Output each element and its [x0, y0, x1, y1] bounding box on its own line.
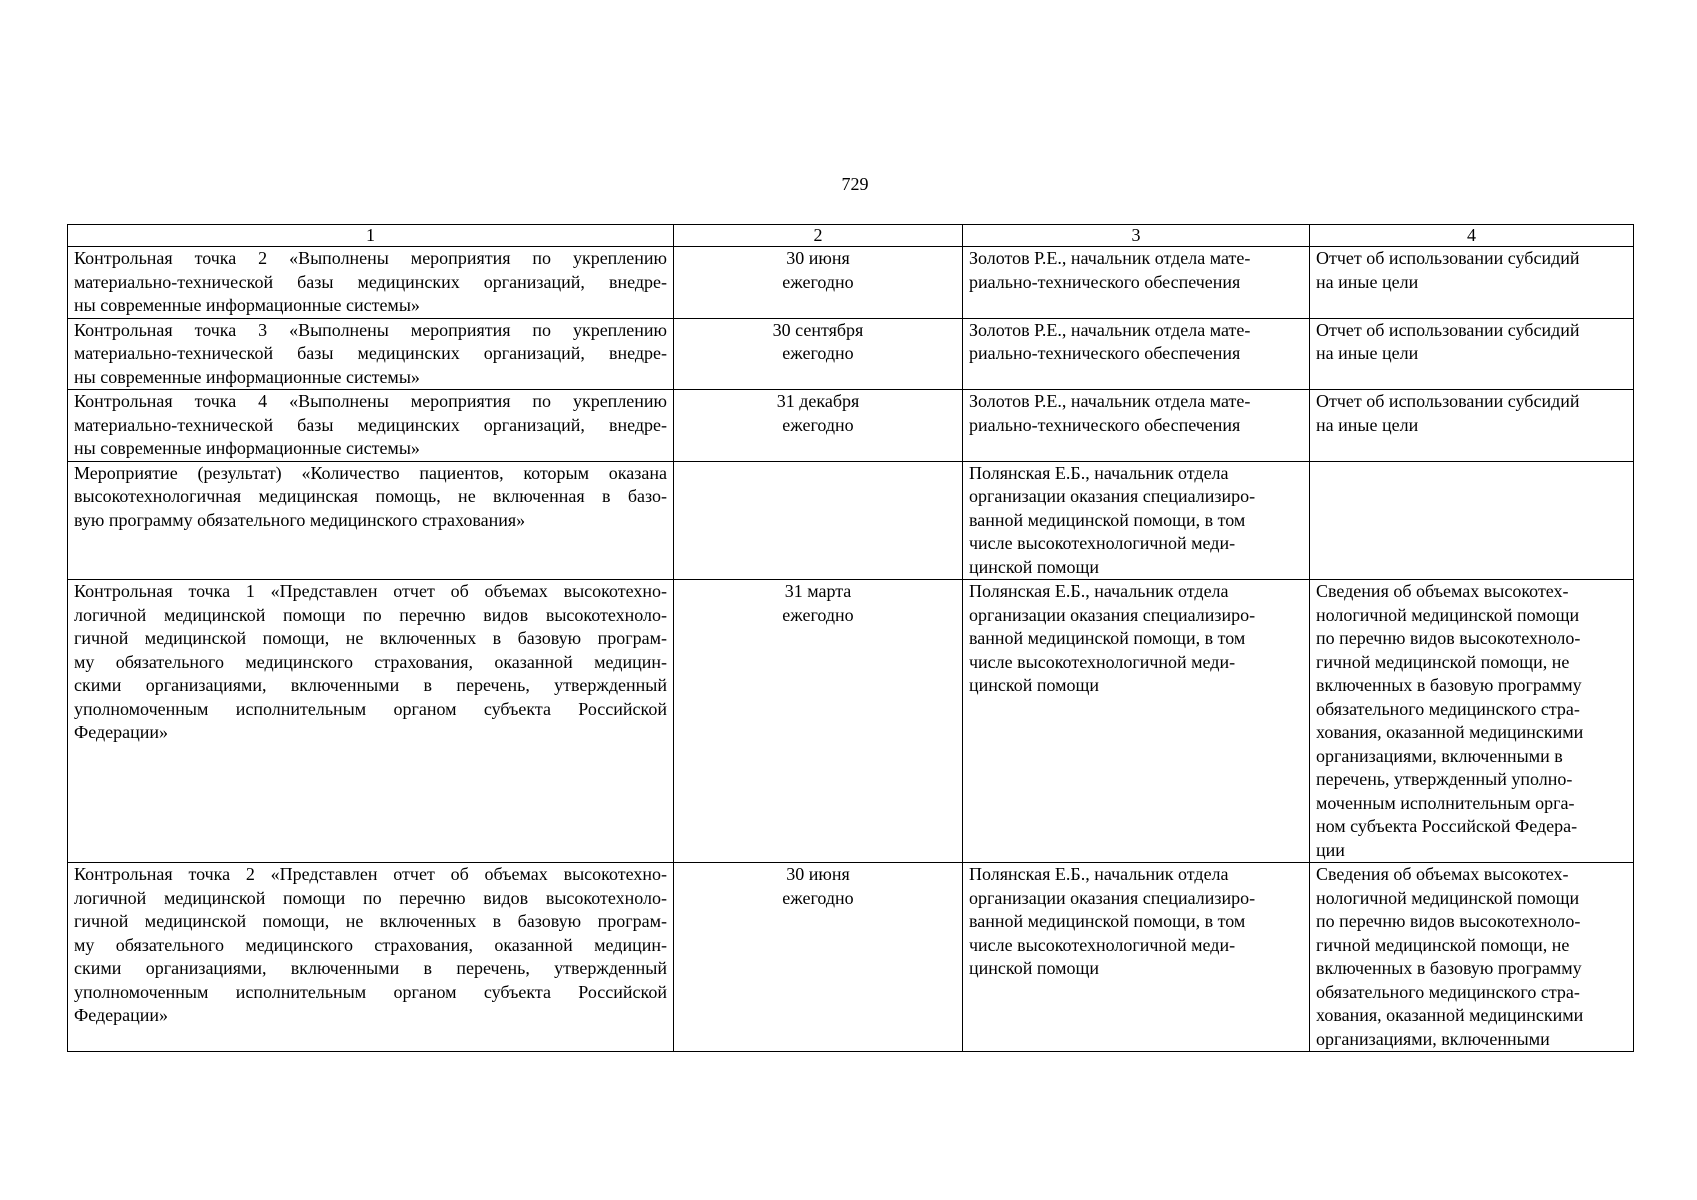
- deadline-cell: [674, 390, 963, 462]
- cell-line: Отчет об использовании субсидий: [1316, 319, 1580, 340]
- cell-line: 30 сентября: [772, 319, 864, 340]
- cell-line: обязательного медицинского стра-: [1316, 981, 1580, 1002]
- cell-line: перечень, утвержденный уполно-: [1316, 769, 1573, 789]
- cell-line: гичной медицинской помощи, не включенных в базовую програм-: [74, 911, 667, 931]
- cell-line: Федерации»: [74, 722, 169, 742]
- cell-line: числе высокотехнологичной меди-: [969, 934, 1236, 955]
- cell-line: Полянская Е.Б., начальник отдела: [969, 462, 1229, 483]
- cell-line: цинской помощи: [969, 556, 1100, 577]
- cell-line: материально-технической базы медицинских организаций, внедре-: [74, 343, 667, 363]
- cell-line: по перечню видов высокотехноло-: [1316, 911, 1581, 931]
- cell-line: ежегодно: [782, 887, 854, 908]
- column-header-1: 1: [68, 225, 674, 247]
- responsible-cell: [963, 390, 1310, 462]
- cell-line: цинской помощи: [969, 675, 1100, 695]
- cell-line: нологичной медицинской помощи: [1316, 887, 1580, 908]
- document-cell: [1310, 247, 1634, 319]
- deadline-cell: [674, 318, 963, 390]
- cell-line: материально-технической базы медицинских организаций, внедре-: [74, 414, 667, 435]
- cell-line: ны современные информационные системы»: [74, 366, 420, 387]
- cell-line: ванной медицинской помощи, в том: [969, 509, 1246, 530]
- cell-line: ны современные информационные системы»: [74, 438, 420, 458]
- table-row: [68, 863, 1634, 1052]
- cell-line: Контрольная точка 4 «Выполнены мероприятия по укреплению: [74, 391, 667, 411]
- document-cell: [1310, 390, 1634, 462]
- cell-line: му обязательного медицинского страхования, оказанной медицин-: [74, 651, 667, 672]
- event-name-cell: [68, 580, 674, 863]
- cell-line: хования, оказанной медицинскими: [1316, 722, 1584, 742]
- cell-line: риально-технического обеспечения: [969, 343, 1241, 363]
- event-name-cell: [68, 863, 674, 1052]
- cell-line: на иные цели: [1316, 271, 1419, 292]
- cell-line: организации оказания специализиро-: [969, 887, 1256, 908]
- deadline-cell: [674, 247, 963, 319]
- cell-line: логичной медицинской помощи по перечню видов высокотехноло-: [74, 604, 667, 625]
- deadline-cell: [674, 461, 963, 580]
- cell-line: гичной медицинской помощи, не: [1316, 934, 1570, 955]
- cell-line: Федерации»: [74, 1005, 169, 1025]
- responsible-cell: [963, 863, 1310, 1052]
- cell-line: Мероприятие (результат) «Количество пациентов, которым оказана: [74, 462, 667, 483]
- deadline-cell: [674, 580, 963, 863]
- cell-line: Контрольная точка 3 «Выполнены мероприятия по укреплению: [74, 319, 667, 340]
- cell-line: скими организациями, включенными в перечень, утвержденный: [74, 675, 667, 695]
- cell-line: по перечню видов высокотехноло-: [1316, 628, 1581, 648]
- cell-line: на иные цели: [1316, 343, 1419, 363]
- cell-line: ежегодно: [782, 271, 854, 292]
- cell-line: ном субъекта Российской Федера-: [1316, 816, 1578, 836]
- column-header-3: 3: [963, 225, 1310, 247]
- cell-line: 30 июня: [786, 864, 850, 884]
- responsible-cell: [963, 247, 1310, 319]
- cell-line: Контрольная точка 2 «Представлен отчет об объемах высокотехно-: [74, 864, 667, 884]
- cell-line: уполномоченным исполнительным органом субъекта Российской: [74, 981, 667, 1002]
- plan-table: [67, 224, 1634, 1052]
- cell-line: материально-технической базы медицинских организаций, внедре-: [74, 271, 667, 292]
- cell-line: включенных в базовую программу: [1316, 675, 1582, 695]
- cell-line: организациями, включенными в: [1316, 745, 1563, 766]
- page-number: 729: [841, 174, 869, 194]
- column-header-4: 4: [1310, 225, 1634, 247]
- event-name-cell: [68, 390, 674, 462]
- cell-line: на иные цели: [1316, 414, 1419, 435]
- document-cell: [1310, 461, 1634, 580]
- responsible-cell: [963, 461, 1310, 580]
- table-row: [68, 580, 1634, 863]
- table-row: [68, 461, 1634, 580]
- cell-line: нологичной медицинской помощи: [1316, 604, 1580, 625]
- cell-line: высокотехнологичная медицинская помощь, не включенная в базо-: [74, 486, 667, 506]
- responsible-cell: [963, 580, 1310, 863]
- cell-line: цинской помощи: [969, 958, 1100, 978]
- table-row: [68, 390, 1634, 462]
- cell-line: Сведения об объемах высокотех-: [1316, 864, 1569, 884]
- cell-line: риально-технического обеспечения: [969, 271, 1241, 292]
- event-name-cell: [68, 247, 674, 319]
- cell-line: Контрольная точка 2 «Выполнены мероприятия по укреплению: [74, 248, 667, 268]
- cell-line: логичной медицинской помощи по перечню видов высокотехноло-: [74, 887, 667, 908]
- cell-line: му обязательного медицинского страхования, оказанной медицин-: [74, 934, 667, 955]
- event-name-cell: [68, 461, 674, 580]
- cell-line: Сведения об объемах высокотех-: [1316, 581, 1569, 601]
- cell-line: гичной медицинской помощи, не включенных в базовую програм-: [74, 628, 667, 648]
- cell-line: Отчет об использовании субсидий: [1316, 248, 1580, 268]
- event-name-cell: [68, 318, 674, 390]
- cell-line: ванной медицинской помощи, в том: [969, 628, 1246, 648]
- cell-line: организациями, включенными: [1316, 1028, 1550, 1049]
- responsible-cell: [963, 318, 1310, 390]
- cell-line: 31 марта: [784, 581, 852, 601]
- cell-line: ежегодно: [782, 343, 854, 363]
- cell-line: ции: [1316, 839, 1345, 860]
- cell-line: организации оказания специализиро-: [969, 604, 1256, 625]
- document-cell: [1310, 863, 1634, 1052]
- cell-line: моченным исполнительным орга-: [1316, 792, 1575, 813]
- cell-line: хования, оказанной медицинскими: [1316, 1005, 1584, 1025]
- cell-line: скими организациями, включенными в перечень, утвержденный: [74, 958, 667, 978]
- cell-line: ежегодно: [782, 604, 854, 625]
- cell-line: Отчет об использовании субсидий: [1316, 391, 1580, 411]
- table-header-row: [68, 225, 1634, 247]
- cell-line: Контрольная точка 1 «Представлен отчет об объемах высокотехно-: [74, 581, 667, 601]
- cell-line: числе высокотехнологичной меди-: [969, 651, 1236, 672]
- cell-line: Золотов Р.Е., начальник отдела мате-: [969, 248, 1251, 268]
- table-row: [68, 318, 1634, 390]
- cell-line: 30 июня: [786, 248, 850, 268]
- table-row: [68, 247, 1634, 319]
- cell-line: ванной медицинской помощи, в том: [969, 911, 1246, 931]
- cell-line: Полянская Е.Б., начальник отдела: [969, 864, 1229, 884]
- cell-line: 31 декабря: [776, 391, 860, 411]
- document-cell: [1310, 580, 1634, 863]
- cell-line: числе высокотехнологичной меди-: [969, 533, 1236, 553]
- cell-line: организации оказания специализиро-: [969, 486, 1256, 506]
- cell-line: вую программу обязательного медицинского страхования»: [74, 509, 526, 530]
- document-cell: [1310, 318, 1634, 390]
- cell-line: риально-технического обеспечения: [969, 414, 1241, 435]
- cell-line: гичной медицинской помощи, не: [1316, 651, 1570, 672]
- cell-line: Золотов Р.Е., начальник отдела мате-: [969, 319, 1251, 340]
- cell-line: ежегодно: [782, 414, 854, 435]
- cell-line: включенных в базовую программу: [1316, 958, 1582, 978]
- cell-line: Полянская Е.Б., начальник отдела: [969, 581, 1229, 601]
- cell-line: Золотов Р.Е., начальник отдела мате-: [969, 391, 1251, 411]
- deadline-cell: [674, 863, 963, 1052]
- column-header-2: 2: [674, 225, 963, 247]
- cell-line: уполномоченным исполнительным органом субъекта Российской: [74, 698, 667, 719]
- cell-line: обязательного медицинского стра-: [1316, 698, 1580, 719]
- cell-line: ны современные информационные системы»: [74, 295, 420, 315]
